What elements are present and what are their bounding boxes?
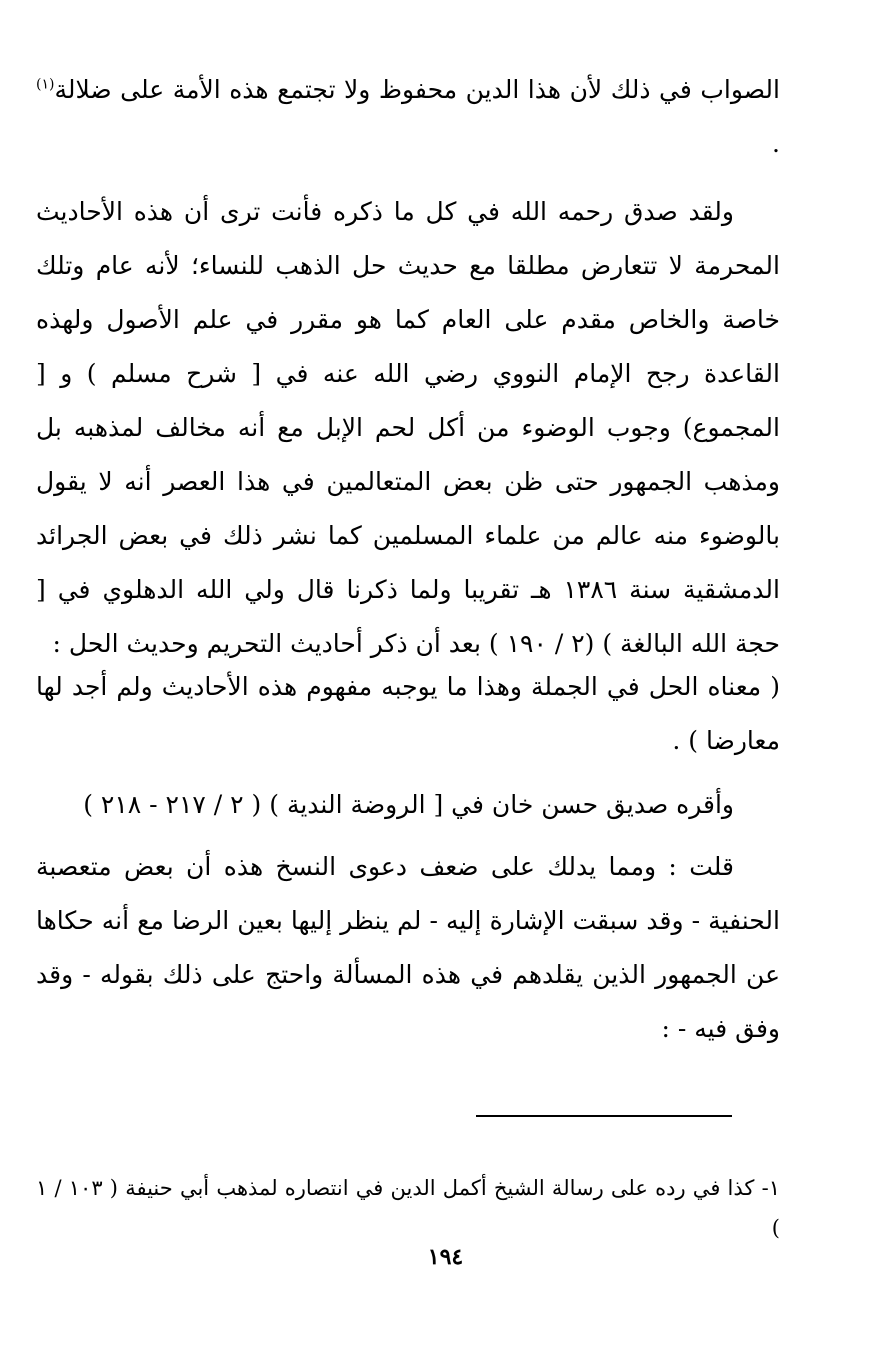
paragraph-1-text: الصواب في ذلك لأن هذا الدين محفوظ ولا تجتمع هذه الأمة على ضلالة <box>54 75 780 104</box>
quotation-paragraph <box>36 660 780 768</box>
paragraph-1 <box>36 63 780 171</box>
paragraph-4 <box>36 778 780 832</box>
footnote-text: ١- كذا في رده على رسالة الشيخ أكمل الدين في انتصاره لمذهب أبي حنيفة ( ١٠٣ / ١ ) <box>36 1176 780 1240</box>
paragraph-4-text: وأقره صديق حسن خان في [ الروضة الندية ) ( ٢ / ٢١٧ - ٢١٨ ) <box>83 790 734 819</box>
quotation-text: ( معناه الحل في الجملة وهذا ما يوجبه مفهوم هذه الأحاديث ولم أجد لها معارضا ) . <box>36 672 780 755</box>
paragraph-5-text: قلت : ومما يدلك على ضعف دعوى النسخ هذه أن بعض متعصبة الحنفية - وقد سبقت الإشارة إليه - لم ينظر إليها بعين الرضا مع أنه حكاها عن الجمهور الذين يقلدهم في هذه المسألة واحتج على ذلك بقوله - وقد وفق فيه - : <box>36 852 780 1043</box>
paragraph-1-trailing: . <box>772 129 780 158</box>
paragraph-2 <box>36 185 780 671</box>
page-number: ١٩٤ <box>427 1244 464 1270</box>
paragraph-2-text: ولقد صدق رحمه الله في كل ما ذكره فأنت ترى أن هذه الأحاديث المحرمة لا تتعارض مطلقا مع حديث حل الذهب للنساء؛ لأنه عام وتلك خاصة والخاص مقدم على العام كما هو مقرر في علم الأصول ولهذه القاعدة رجح الإمام النووي رضي الله عنه في [ شرح مسلم ) و [ المجموع) وجوب الوضوء من أكل لحم الإبل مع أنه مخالف لمذهبه بل ومذهب الجمهور حتى ظن بعض المتعالمين في هذا العصر أنه لا يقول بالوضوء منه عالم من علماء المسلمين كما نشر ذلك في بعض الجرائد الدمشقية سنة ١٣٨٦ هـ تقريبا ولما ذكرنا قال ولي الله الدهلوي في [ حجة الله البالغة ) (٢ / ١٩٠ ) بعد أن ذكر أحاديث التحريم وحديث الحل : <box>36 197 780 658</box>
footnote-divider <box>476 1115 732 1117</box>
paragraph-5 <box>36 840 780 1056</box>
footnote <box>36 1168 780 1248</box>
footnote-reference-1[interactable]: (١) <box>36 76 55 93</box>
